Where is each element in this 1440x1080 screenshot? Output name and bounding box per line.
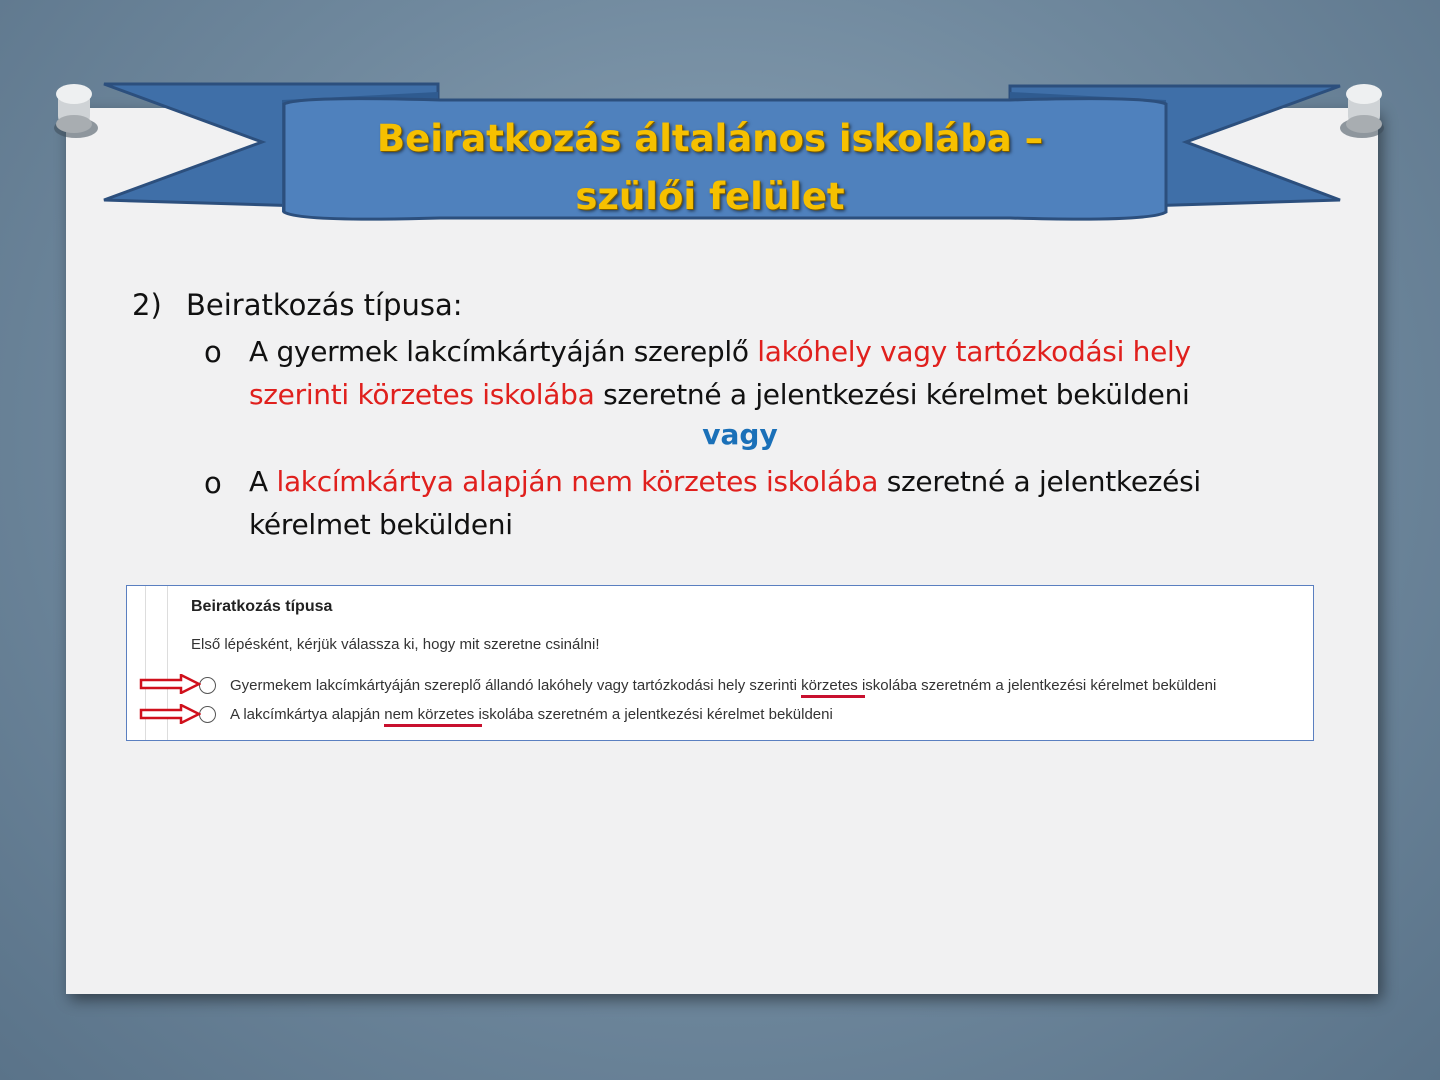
arrow-right-icon [139, 674, 201, 694]
radio-button[interactable] [199, 706, 216, 723]
bullet-text-2 [249, 460, 1289, 546]
bullet-marker: o [204, 335, 222, 369]
section-heading [132, 288, 463, 322]
section-heading-text: Beiratkozás típusa: [186, 288, 463, 322]
bullet-text-1 [249, 330, 1289, 416]
option-1-underlined: körzetes i [801, 677, 865, 698]
option-resident-school[interactable] [199, 674, 1216, 696]
option-2-text-b: skolába szeretném a jelentkezési kérelmet beküldeni [481, 705, 833, 723]
option-1-text-b: skolába szeretném a jelentkezési kérelmet beküldeni [865, 676, 1217, 694]
bullet-1-text-a: A gyermek lakcímkártyáján szereplő [249, 335, 758, 368]
slide-title [300, 110, 1120, 220]
title-line-1: Beiratkozás általános iskolába – [376, 117, 1044, 160]
bullet-1-text-b: szeretné a jelentkezési kérelmet beküldeni [594, 378, 1190, 411]
option-1-text-a: Gyermekem lakcímkártyáján szereplő állandó lakóhely vagy tartózkodási hely szerinti [230, 676, 802, 694]
option-non-resident-school[interactable] [199, 703, 833, 725]
bullet-marker: o [204, 466, 222, 500]
form-screenshot [126, 585, 1314, 741]
radio-button[interactable] [199, 677, 216, 694]
option-1-label [230, 677, 1216, 694]
bullet-2-text-a: A [249, 465, 277, 498]
form-instruction: Első lépésként, kérjük válassza ki, hogy mit szeretne csinálni! [191, 636, 600, 653]
title-line-2: szülői felület [575, 175, 845, 218]
option-2-text-a: A lakcímkártya alapján [230, 705, 385, 723]
bullet-1-highlight: lakóhely vagy tartózkodási hely szerinti körzetes iskolába [249, 335, 1191, 411]
form-title: Beiratkozás típusa [191, 598, 333, 615]
bullet-2-text-b: szeretné a jelentkezési kérelmet beküldeni [249, 465, 1201, 541]
option-2-underlined: nem körzetes i [384, 706, 482, 727]
section-number: 2) [132, 288, 162, 322]
slide-paper [66, 108, 1378, 994]
bullet-2-highlight: lakcímkártya alapján nem körzetes iskolába [276, 465, 879, 498]
option-2-label [230, 706, 833, 723]
or-separator: vagy [702, 418, 778, 451]
arrow-right-icon [139, 704, 201, 724]
